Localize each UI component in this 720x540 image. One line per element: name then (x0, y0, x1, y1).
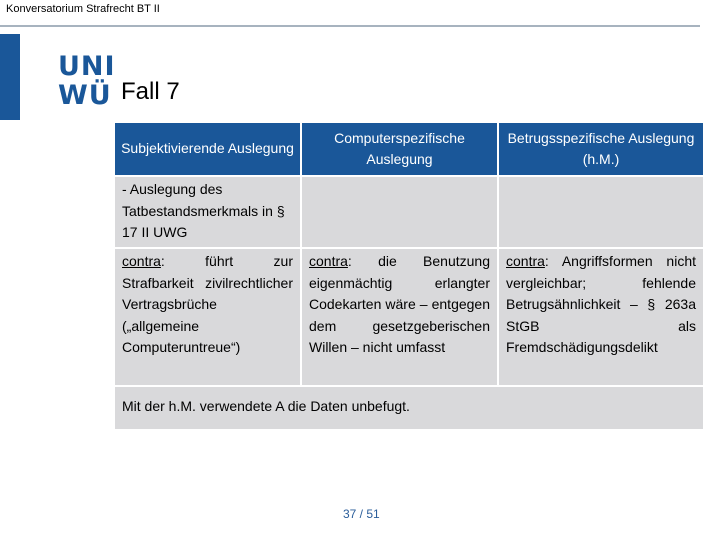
table-cell (498, 176, 704, 248)
table-cell (114, 248, 301, 386)
argument-text: : führt zur Strafbarkeit zivilrechtlicher Vertragsbrüche („allgemeine Computeruntreue“) (122, 253, 293, 355)
comparison-table (113, 121, 705, 431)
header-cell-subjektiv: Subjektivierende Auslegung (114, 122, 301, 176)
argument-text: : Angriffsformen nicht vergleichbar; fehlende Betrugsähnlichkeit – § 263a StGB als Fremdschädigungsdelikt (506, 253, 696, 355)
page-number: 37 / 51 (343, 507, 380, 521)
table-conclusion-row (114, 386, 704, 430)
table-cell: - Auslegung des Tatbestandsmerkmals in § 17 II UWG (114, 176, 301, 248)
table-header-row (114, 122, 704, 176)
header-title: Konversatorium Strafrecht BT II (6, 3, 160, 15)
conclusion-cell: Mit der h.M. verwendete A die Daten unbefugt. (114, 386, 704, 430)
contra-label: contra (309, 253, 348, 269)
table-cell (301, 248, 498, 386)
university-logo (58, 52, 116, 110)
slide-title: Fall 7 (121, 78, 180, 105)
logo-line-2: WÜ (58, 80, 112, 111)
contra-label: contra (122, 253, 161, 269)
argument-text: : die Benutzung eigenmächtig erlangter Codekarten wäre – entgegen dem gesetzgeberischen Willen – nicht umfasst (309, 253, 490, 355)
table-cell (301, 176, 498, 248)
contra-label: contra (506, 253, 545, 269)
header-divider (0, 25, 700, 27)
table-row (114, 248, 704, 386)
table-row (114, 176, 704, 248)
header-cell-computerspezifisch: Computerspezifische Auslegung (301, 122, 498, 176)
logo-line-1: UNI (58, 51, 116, 82)
header-cell-betrugsspezifisch: Betrugsspezifische Auslegung (h.M.) (498, 122, 704, 176)
table-cell (498, 248, 704, 386)
